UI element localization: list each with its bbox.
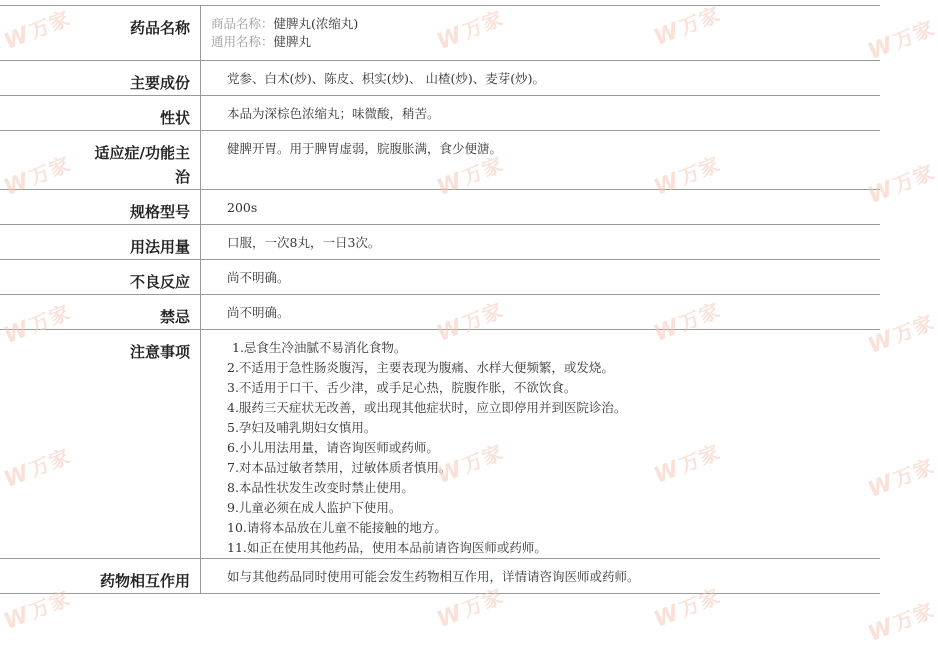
label-indications: [0, 131, 201, 190]
watermark-logo: W万家: [864, 159, 938, 209]
row-contraindications: [0, 295, 880, 330]
watermark-logo: W万家: [0, 443, 74, 493]
watermark-logo: W万家: [0, 5, 74, 55]
precaution-item: 1.忌食生冷油腻不易消化食物。: [232, 340, 407, 355]
watermark-logo: W万家: [864, 15, 938, 65]
label-contraindications: 禁忌: [0, 295, 201, 330]
watermark-logo: W万家: [650, 151, 724, 201]
value-interactions: 如与其他药品同时使用可能会发生药物相互作用，详情请咨询医师或药师。: [201, 559, 881, 594]
precaution-item: 10.请将本品放在儿童不能接触的地方。: [227, 520, 447, 535]
label-spec: 规格型号: [0, 190, 201, 225]
precaution-item: 7.对本品过敏者禁用，过敏体质者慎用。: [227, 460, 452, 475]
precaution-item: 9.儿童必须在成人监护下使用。: [227, 500, 402, 515]
watermark-logo: W万家: [433, 5, 507, 55]
watermark-logo: W万家: [650, 1, 724, 51]
row-interactions: [0, 559, 880, 594]
row-ingredients: [0, 61, 880, 96]
watermark-logo: W万家: [864, 597, 938, 647]
watermark-logo: W万家: [650, 297, 724, 347]
precaution-item: 8.本品性状发生改变时禁止使用。: [227, 480, 414, 495]
value-adverse: 尚不明确。: [201, 260, 881, 295]
value-spec: 200s: [201, 190, 881, 225]
label-ingredients: 主要成份: [0, 61, 201, 96]
value-precautions: [201, 330, 881, 559]
label-indications-line2: 治: [174, 168, 190, 186]
trade-name-value: 健脾丸(浓缩丸): [273, 16, 359, 31]
precaution-item: 3.不适用于口干、舌少津，或手足心热，脘腹作胀，不欲饮食。: [227, 380, 577, 395]
label-precautions: 注意事项: [0, 330, 201, 559]
label-interactions: 药物相互作用: [0, 559, 201, 594]
value-indications: 健脾开胃。用于脾胃虚弱，脘腹胀满，食少便溏。: [201, 131, 881, 190]
watermark-logo: W万家: [864, 453, 938, 503]
row-spec: [0, 190, 880, 225]
watermark-logo: W万家: [0, 585, 74, 635]
row-adverse: [0, 260, 880, 295]
row-drug-name: [0, 6, 880, 61]
label-indications-line1: 适应症/功能主: [94, 144, 190, 162]
watermark-logo: W万家: [433, 297, 507, 347]
precaution-item: 4.服药三天症状无改善，或出现其他症状时，应立即停用并到医院诊治。: [227, 400, 627, 415]
label-appearance: 性状: [0, 96, 201, 131]
label-dosage: 用法用量: [0, 225, 201, 260]
watermark-logo: W万家: [864, 309, 938, 359]
row-appearance: [0, 96, 880, 131]
value-dosage: 口服，一次8丸，一日3次。: [201, 225, 881, 260]
watermark-logo: W万家: [650, 439, 724, 489]
value-appearance: 本品为深棕色浓缩丸；味微酸，稍苦。: [201, 96, 881, 131]
row-dosage: [0, 225, 880, 260]
trade-name-prefix: 商品名称：: [211, 16, 274, 31]
watermark-logo: W万家: [433, 583, 507, 633]
row-precautions: [0, 330, 880, 559]
common-name-value: 健脾丸: [273, 34, 312, 49]
watermark-logo: W万家: [433, 439, 507, 489]
drug-info-table: [0, 5, 880, 594]
precaution-item: 5.孕妇及哺乳期妇女慎用。: [227, 420, 377, 435]
watermark-logo: W万家: [650, 583, 724, 633]
row-indications: [0, 131, 880, 190]
watermark-logo: W万家: [0, 299, 74, 349]
precaution-item: 6.小儿用法用量，请咨询医师或药师。: [227, 440, 439, 455]
label-drug-name: 药品名称: [0, 6, 201, 61]
watermark-logo: W万家: [0, 151, 74, 201]
value-contraindications: 尚不明确。: [201, 295, 881, 330]
value-ingredients: 党参、白术(炒)、陈皮、枳实(炒)、 山楂(炒)、麦芽(炒)。: [201, 61, 881, 96]
precaution-item: 2.不适用于急性肠炎腹泻，主要表现为腹痛、水样大便频繁，或发烧。: [227, 360, 614, 375]
precaution-item: 11.如正在使用其他药品，使用本品前请咨询医师或药师。: [227, 540, 547, 555]
value-drug-name: [201, 6, 881, 61]
label-adverse: 不良反应: [0, 260, 201, 295]
common-name-prefix: 通用名称：: [211, 34, 274, 49]
watermark-logo: W万家: [433, 151, 507, 201]
